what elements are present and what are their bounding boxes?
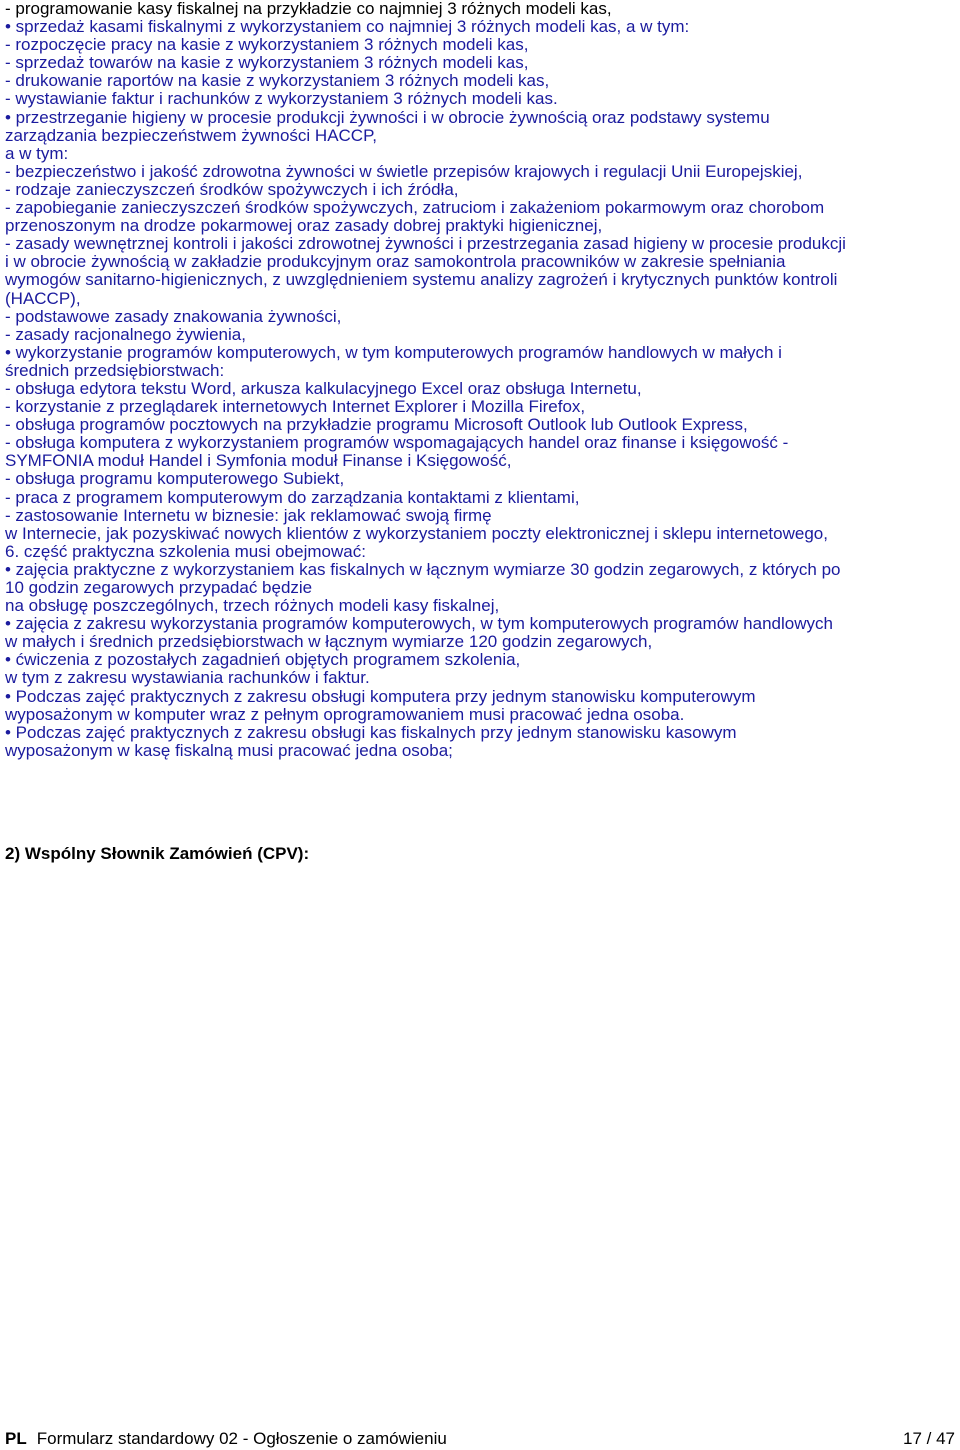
text-line: - obsługa programów pocztowych na przykładzie programu Microsoft Outlook lub Outlook Express, (5, 415, 748, 435)
text-line: - obsługa programu komputerowego Subiekt, (5, 469, 345, 489)
text-line: - zasady racjonalnego żywienia, (5, 324, 246, 344)
text-line: w tym z zakresu wystawiania rachunków i faktur. (5, 668, 370, 688)
text-line: • ćwiczenia z pozostałych zagadnień objętych programem szkolenia, (5, 650, 521, 670)
text-line: - obsługa komputera z wykorzystaniem programów wspomagających handel oraz finanse i księgowość - (5, 433, 789, 453)
section-heading: 2) Wspólny Słownik Zamówień (CPV): (5, 843, 310, 863)
spacer (5, 760, 953, 844)
text-line: - rodzaje zanieczyszczeń środków spożywczych i ich źródła, (5, 179, 459, 199)
text-line: - zapobieganie zanieczyszczeń środków spożywczych, zatruciom i zakażeniom pokarmowym oraz chorobom (5, 198, 825, 218)
text-line: zarządzania bezpieczeństwem żywności HACCP, (5, 125, 377, 145)
text-line: • zajęcia praktyczne z wykorzystaniem kas fiskalnych w łącznym wymiarze 30 godzin zegarowych, z których po (5, 559, 841, 579)
document-body (5, 0, 953, 864)
text-line: (HACCP), (5, 288, 81, 308)
text-line: - podstawowe zasady znakowania żywności, (5, 306, 342, 326)
text-line: i w obrocie żywnością w zakładzie produkcyjnym oraz samokontrola pracowników w zakresie spełniania (5, 252, 786, 272)
text-line: - bezpieczeństwo i jakość zdrowotna żywności w świetle przepisów krajowych i regulacji Unii Europejskiej, (5, 161, 803, 181)
page-footer (5, 1428, 955, 1450)
text-line: - programowanie kasy fiskalnej na przykładzie co najmniej 3 różnych modeli kas, (5, 0, 612, 18)
text-line: - zastosowanie Internetu w biznesie: jak reklamować swoją firmę (5, 505, 492, 525)
text-line: wyposażonym w kasę fiskalną musi pracować jedna osoba; (5, 740, 453, 760)
text-line: SYMFONIA moduł Handel i Symfonia moduł Finanse i Księgowość, (5, 451, 512, 471)
text-line: - rozpoczęcie pracy na kasie z wykorzystaniem 3 różnych modeli kas, (5, 35, 529, 55)
text-line: • przestrzeganie higieny w procesie produkcji żywności i w obrocie żywnością oraz podstawy systemu (5, 107, 770, 127)
text-line: na obsługę poszczególnych, trzech różnych modeli kasy fiskalnej, (5, 596, 500, 616)
text-line: a w tym: (5, 143, 69, 163)
text-line: 6. część praktyczna szkolenia musi obejmować: (5, 541, 366, 561)
text-line: w Internecie, jak pozyskiwać nowych klientów z wykorzystaniem poczty elektronicznej i sklepu internetowego, (5, 523, 828, 543)
text-line: - wystawianie faktur i rachunków z wykorzystaniem 3 różnych modeli kas. (5, 89, 558, 109)
text-line: średnich przedsiębiorstwach: (5, 360, 225, 380)
text-line: wyposażonym w komputer wraz z pełnym oprogramowaniem musi pracować jedna osoba. (5, 704, 685, 724)
text-line: • zajęcia z zakresu wykorzystania programów komputerowych, w tym komputerowych programów handlowych (5, 614, 833, 634)
text-line: - praca z programem komputerowym do zarządzania kontaktami z klientami, (5, 487, 580, 507)
footer-language: PL (5, 1429, 27, 1448)
text-line: - drukowanie raportów na kasie z wykorzystaniem 3 różnych modeli kas, (5, 71, 550, 91)
text-block (5, 0, 953, 760)
text-line: • sprzedaż kasami fiskalnymi z wykorzystaniem co najmniej 3 różnych modeli kas, a w tym: (5, 17, 690, 37)
text-line: wymogów sanitarno-higienicznych, z uwzględnieniem systemu analizy zagrożeń i krytycznych punktów kontroli (5, 270, 838, 290)
text-line: przenoszonym na drodze pokarmowej oraz zasady dobrej praktyki higienicznej, (5, 216, 603, 236)
text-line: - obsługa edytora tekstu Word, arkusza kalkulacyjnego Excel oraz obsługa Internetu, (5, 378, 642, 398)
text-line: • Podczas zajęć praktycznych z zakresu obsługi kas fiskalnych przy jednym stanowisku kasowym (5, 722, 737, 742)
text-line: • Podczas zajęć praktycznych z zakresu obsługi komputera przy jednym stanowisku komputerowym (5, 686, 756, 706)
text-line: 10 godzin zegarowych przypadać będzie (5, 578, 313, 597)
text-line: w małych i średnich przedsiębiorstwach w łącznym wymiarze 120 godzin zegarowych, (5, 632, 653, 652)
text-line: - korzystanie z przeglądarek internetowych Internet Explorer i Mozilla Firefox, (5, 397, 586, 417)
text-line: - zasady wewnętrznej kontroli i jakości zdrowotnej żywności i przestrzegania zasad higieny w procesie produkcji (5, 234, 846, 254)
footer-page-number: 17 / 47 (903, 1429, 955, 1448)
text-line: • wykorzystanie programów komputerowych, w tym komputerowych programów handlowych w małych i (5, 342, 782, 362)
text-line: - sprzedaż towarów na kasie z wykorzystaniem 3 różnych modeli kas, (5, 53, 529, 73)
footer-form-title: Formularz standardowy 02 - Ogłoszenie o zamówieniu (36, 1429, 447, 1448)
